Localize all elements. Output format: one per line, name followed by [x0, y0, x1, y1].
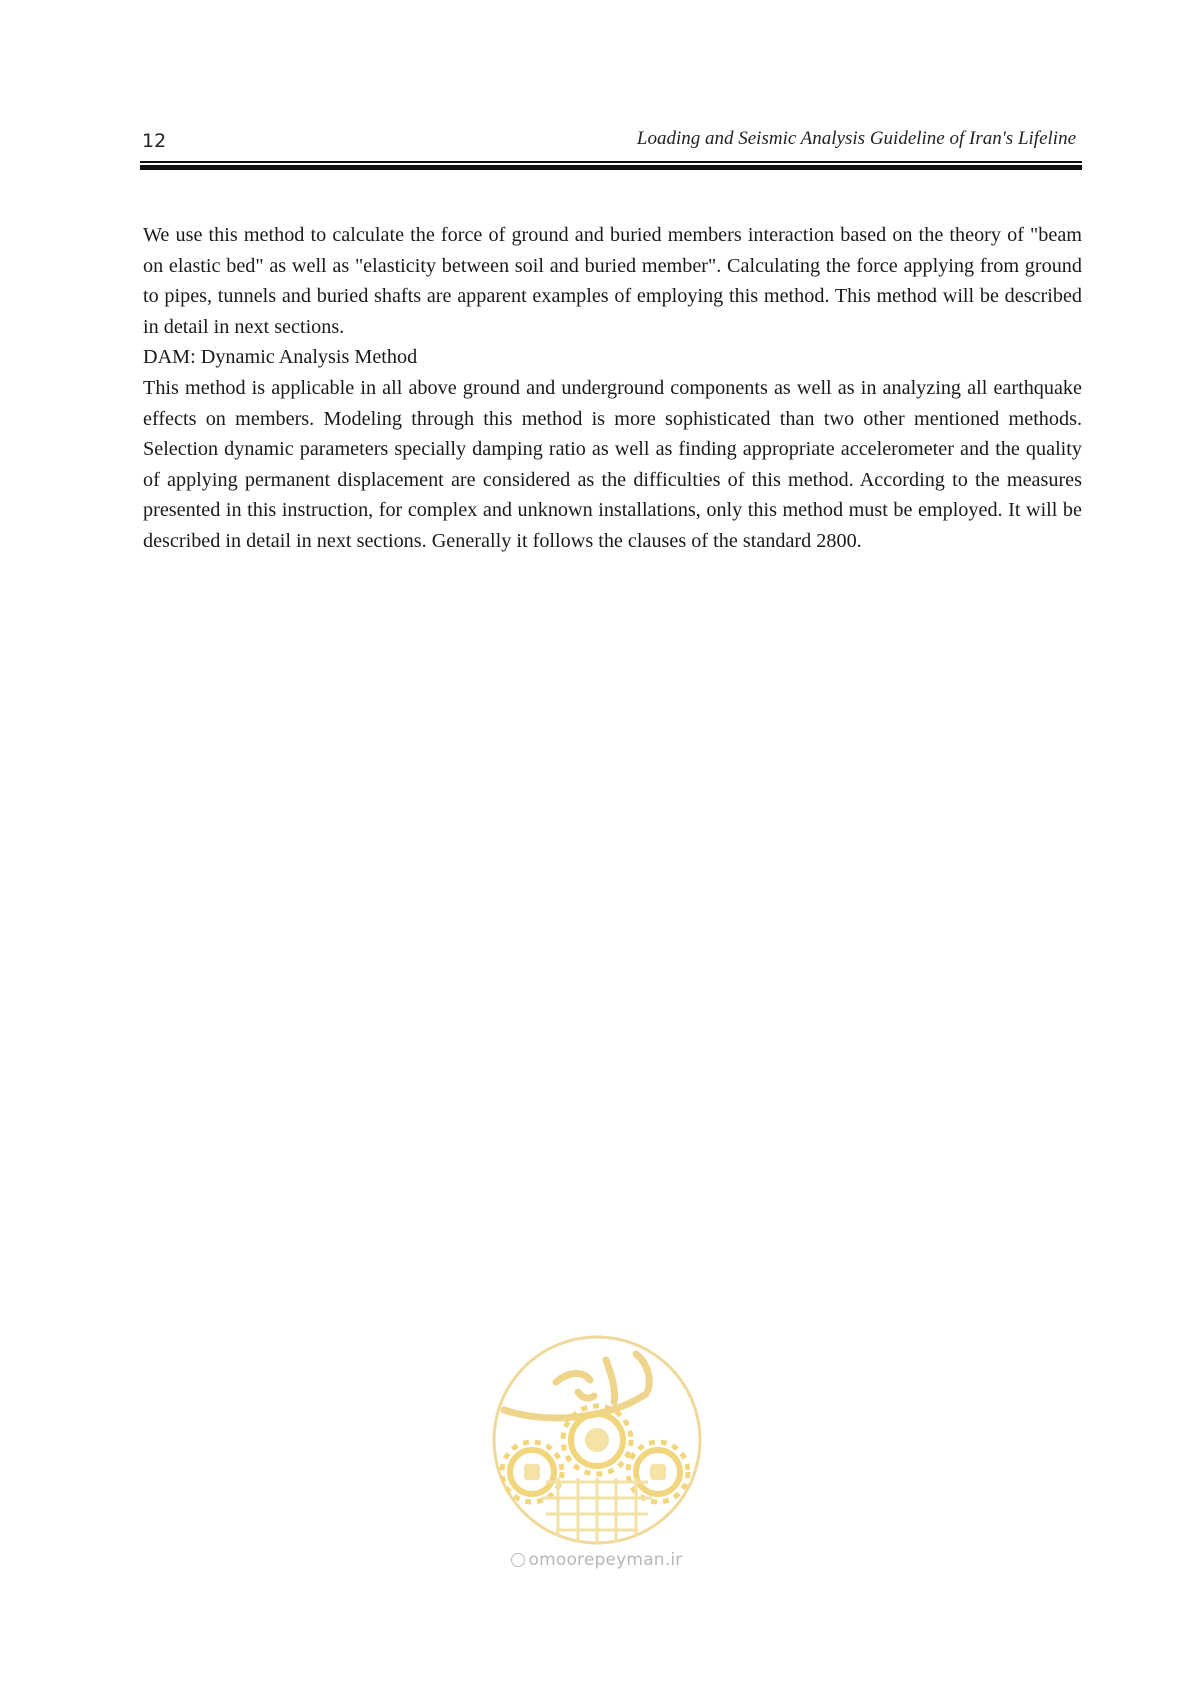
- paragraph-dynamic-method: This method is applicable in all above ground and underground components as well as in analyzing all earthquake effects on members. Modeling through this method is more sophisticated than two other mentioned methods. Selection dynamic parameters specially damping ratio as well as finding appropriate accelerometer and the quality of applying permanent displacement are considered as the difficulties of this method. According to the measures presented in this instruction, for complex and unknown installations, only this method must be employed. It will be described in detail in next sections. Generally it follows the clauses of the standard 2800.: [143, 376, 1082, 552]
- watermark-logo-icon: [486, 1332, 708, 1547]
- watermark: [486, 1332, 708, 1582]
- globe-icon: [511, 1553, 525, 1567]
- page-number: 12: [142, 130, 167, 152]
- paragraph-dam-heading: DAM: Dynamic Analysis Method: [143, 346, 418, 369]
- watermark-url-text: omoorepeyman.ir: [528, 1550, 683, 1570]
- header-rule: [140, 161, 1082, 171]
- body-text: [143, 220, 1082, 557]
- paragraph-beam-method: We use this method to calculate the force of ground and buried members interaction based on the theory of "beam on elastic bed" as well as "elasticity between soil and buried member". Calculating the force applying from ground to pipes, tunnels and buried shafts are apparent examples of employing this method. This method will be described in detail in next sections.: [143, 224, 1082, 338]
- header-rule-thick: [140, 165, 1082, 170]
- running-title: Loading and Seismic Analysis Guideline of Iran's Lifeline: [636, 128, 1076, 149]
- page-header: [140, 126, 1082, 158]
- watermark-url: [486, 1550, 708, 1570]
- header-rule-thin: [140, 161, 1082, 163]
